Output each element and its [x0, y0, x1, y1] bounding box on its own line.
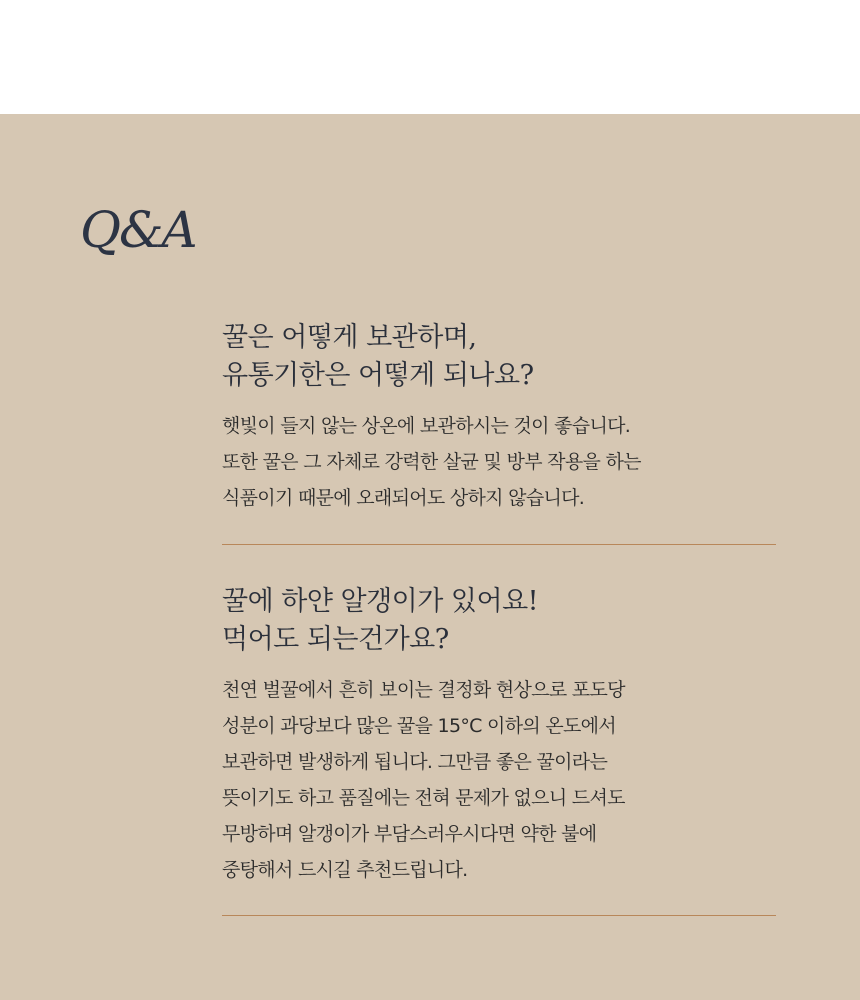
answer-line: 식품이기 때문에 오래되어도 상하지 않습니다.	[222, 487, 585, 509]
section-title: Q&A	[80, 201, 196, 259]
question-line: 먹어도 되는건가요?	[222, 624, 449, 655]
qa-section	[0, 114, 860, 1000]
top-blank-area	[0, 0, 860, 114]
answer	[222, 659, 776, 915]
question	[222, 583, 776, 659]
answer	[222, 395, 776, 544]
answer-line: 성분이 과당보다 많은 꿀을 15°C 이하의 온도에서	[222, 715, 616, 737]
qa-item	[222, 319, 776, 545]
qa-list	[222, 319, 776, 916]
answer-line: 뜻이기도 하고 품질에는 전혀 문제가 없으니 드셔도	[222, 787, 625, 809]
qa-item	[222, 545, 776, 916]
question	[222, 319, 776, 395]
answer-line: 무방하며 알갱이가 부담스러우시다면 약한 불에	[222, 823, 597, 845]
question-line: 유통기한은 어떻게 되나요?	[222, 360, 534, 391]
question-line: 꿀에 하얀 알갱이가 있어요!	[222, 586, 538, 617]
answer-line: 햇빛이 들지 않는 상온에 보관하시는 것이 좋습니다.	[222, 415, 631, 437]
answer-line: 보관하면 발생하게 됩니다. 그만큼 좋은 꿀이라는	[222, 751, 608, 773]
answer-line: 천연 벌꿀에서 흔히 보이는 결정화 현상으로 포도당	[222, 679, 625, 701]
answer-line: 또한 꿀은 그 자체로 강력한 살균 및 방부 작용을 하는	[222, 451, 641, 473]
answer-line: 중탕해서 드시길 추천드립니다.	[222, 859, 468, 881]
question-line: 꿀은 어떻게 보관하며,	[222, 322, 477, 353]
